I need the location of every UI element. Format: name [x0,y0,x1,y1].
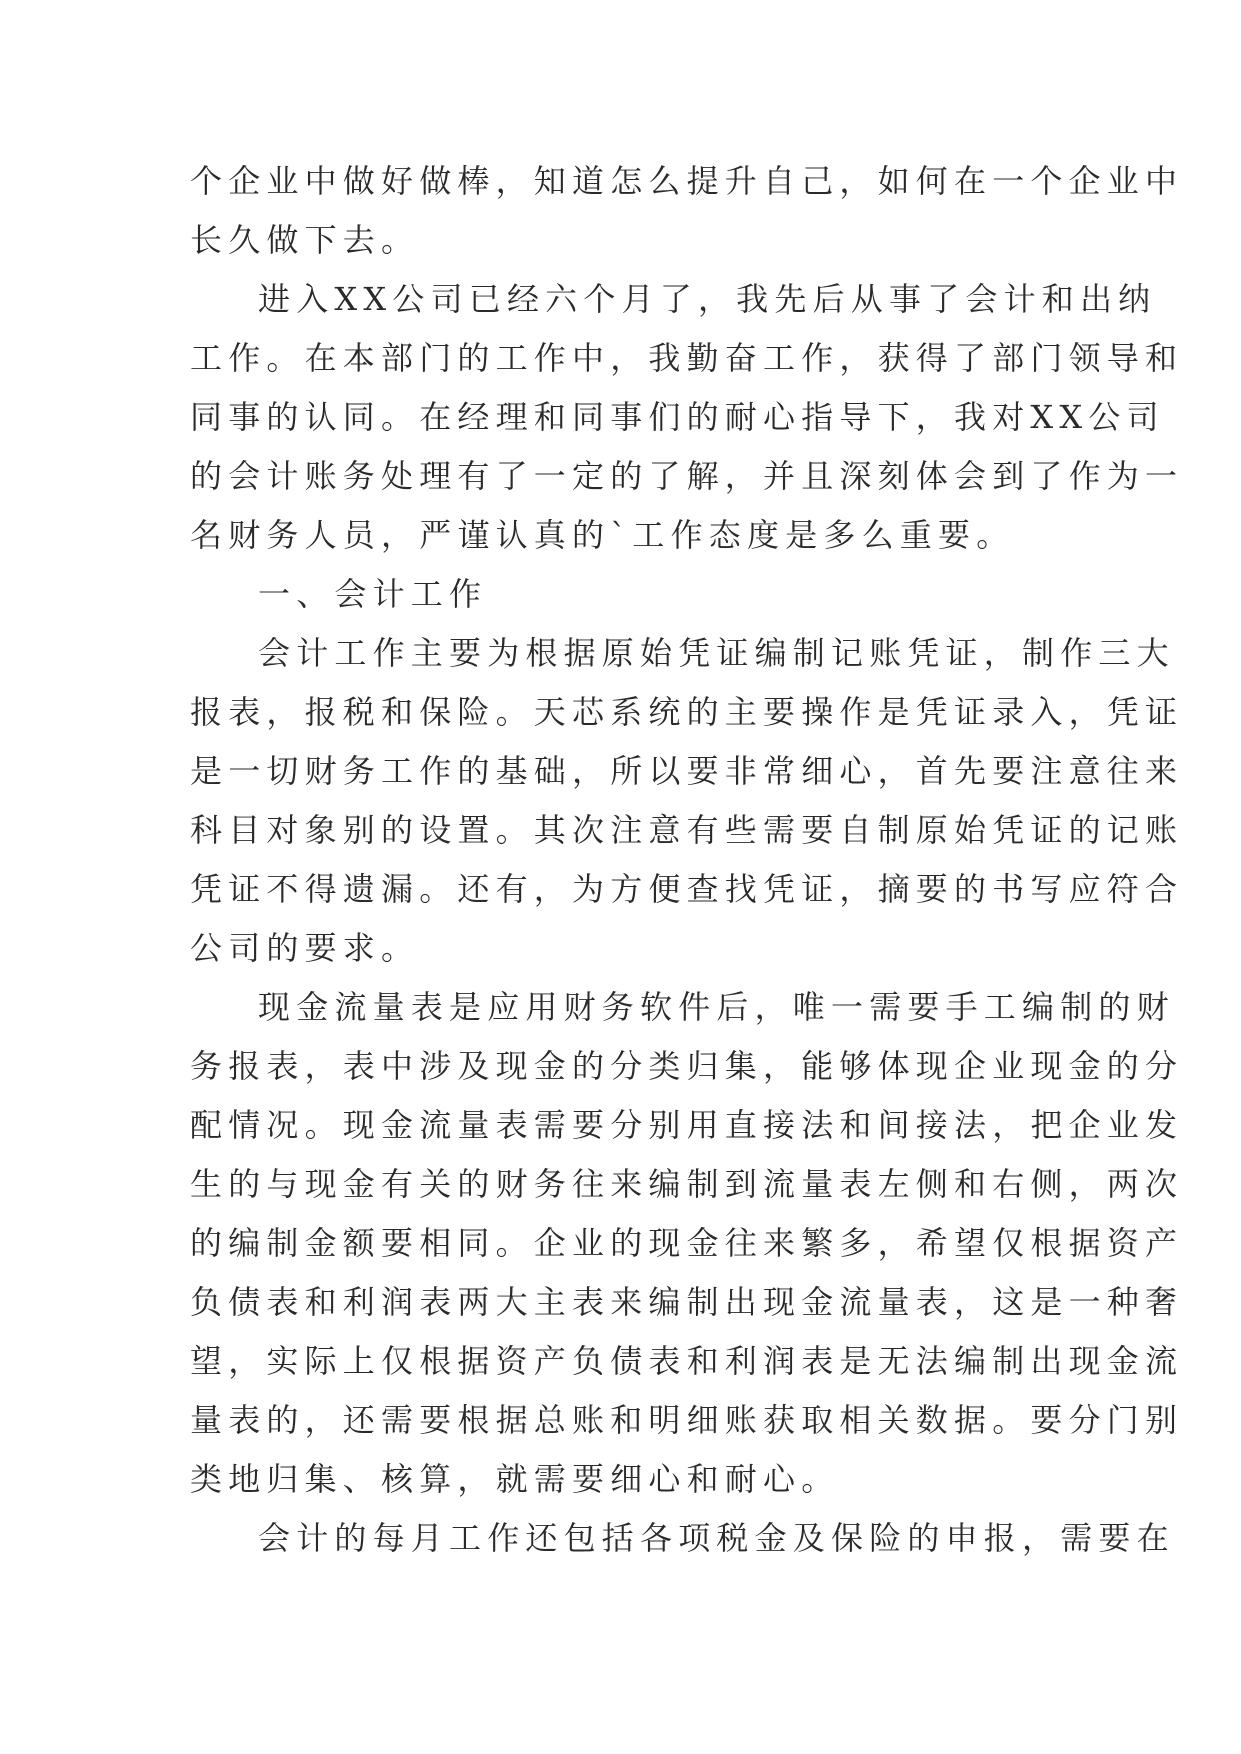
text-line: 现金流量表是应用财务软件后，唯一需要手工编制的财 [258,988,1175,1026]
text-line: 长久做下去。 [190,221,420,259]
text-line: 生的与现金有关的财务往来编制到流量表左侧和右侧，两次 [190,1165,1184,1203]
section-heading [190,565,1050,624]
paragraph-1 [190,152,1184,270]
text-line: 报表，报税和保险。天芯系统的主要操作是凭证录入，凭证 [190,693,1184,731]
text-line: 凭证不得遗漏。还有，为方便查找凭证，摘要的书写应符合 [190,870,1184,908]
text-line: 的会计账务处理有了一定的了解，并且深刻体会到了作为一 [190,457,1184,495]
text-line: 是一切财务工作的基础，所以要非常细心，首先要注意往来 [190,752,1184,790]
text-line: 工作。在本部门的工作中，我勤奋工作，获得了部门领导和 [190,339,1184,377]
paragraph-4 [190,624,1184,978]
text-line: 同事的认同。在经理和同事们的耐心指导下，我对XX公司 [190,398,1165,436]
text-line: 会计工作主要为根据原始凭证编制记账凭证，制作三大 [258,634,1175,672]
text-line: 公司的要求。 [190,929,420,967]
text-line: 科目对象别的设置。其次注意有些需要自制原始凭证的记账 [190,811,1184,849]
text-line: 量表的，还需要根据总账和明细账获取相关数据。要分门别 [190,1401,1184,1439]
text-line: 望，实际上仅根据资产负债表和利润表是无法编制出现金流 [190,1342,1184,1380]
text-line: 配情况。现金流量表需要分别用直接法和间接法，把企业发 [190,1106,1184,1144]
text-line: 负债表和利润表两大主表来编制出现金流量表，这是一种奢 [190,1283,1184,1321]
text-line: 名财务人员，严谨认真的`工作态度是多么重要。 [190,516,1015,554]
text-line: 会计的每月工作还包括各项税金及保险的申报，需要在 [258,1519,1175,1557]
text-line: 类地归集、核算，就需要细心和耐心。 [190,1460,840,1498]
text-line: 务报表，表中涉及现金的分类归集，能够体现企业现金的分 [190,1047,1184,1085]
text-line: 的编制金额要相同。企业的现金往来繁多，希望仅根据资产 [190,1224,1184,1262]
paragraph-6 [190,1509,1175,1568]
paragraph-2 [190,270,1184,565]
text-line: 一、会计工作 [258,575,488,613]
paragraph-5 [190,978,1184,1509]
document-body [190,152,1184,1568]
text-line: 进入XX公司已经六个月了，我先后从事了会计和出纳 [258,280,1157,318]
text-line: 个企业中做好做棒，知道怎么提升自己，如何在一个企业中 [190,162,1184,200]
